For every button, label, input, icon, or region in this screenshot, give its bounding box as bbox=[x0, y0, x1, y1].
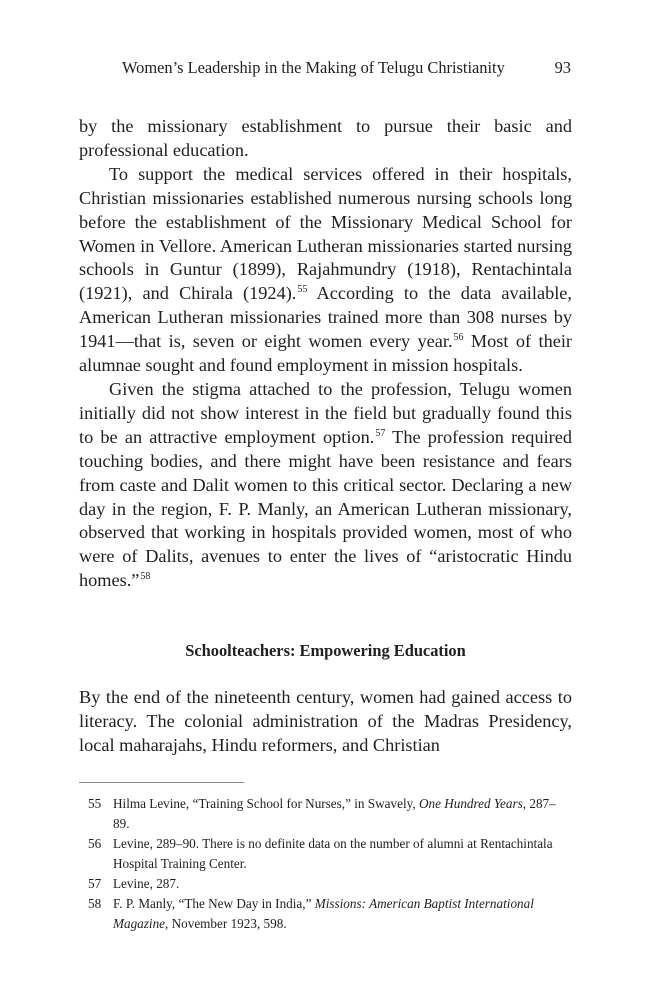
footnote-text-pre: F. P. Manly, “The New Day in India,” bbox=[113, 896, 315, 911]
paragraph-2-part-b: According to the data available, American Lutheran missionaries trained more than 308 nurses by 1941—that is, seven or eight women every year. bbox=[79, 283, 572, 352]
section-text bbox=[79, 686, 572, 758]
paragraph-1: by the missionary establishment to pursue their basic and professional education. bbox=[79, 116, 572, 160]
section-heading: Schoolteachers: Empowering Education bbox=[185, 641, 466, 660]
footnote-ref-57[interactable]: 57 bbox=[375, 427, 386, 439]
footnote-number: 55 bbox=[88, 796, 102, 811]
footnote-number: 58 bbox=[88, 896, 102, 911]
page-number: 93 bbox=[554, 58, 571, 77]
footnote-text-pre: Levine, 289–90. There is no definite data on the number of alumni at Rentachintala Hospital Training Center. bbox=[113, 836, 553, 871]
footnote-text bbox=[113, 794, 558, 834]
footnote-56 bbox=[88, 834, 558, 874]
footnote-57 bbox=[88, 874, 558, 894]
footnote-number: 57 bbox=[88, 876, 102, 891]
running-title: Women’s Leadership in the Making of Telugu Christianity bbox=[122, 58, 505, 77]
footnote-text-post: , November 1923, 598. bbox=[165, 916, 287, 931]
footnote-title: One Hundred Years bbox=[418, 796, 523, 811]
body-text bbox=[79, 115, 572, 593]
footnote-ref-55[interactable]: 55 bbox=[297, 284, 308, 296]
footnote-divider bbox=[79, 782, 244, 783]
footnote-55 bbox=[88, 794, 558, 834]
paragraph-2-part-c: Most of their alumnae sought and found employment in mission hospitals. bbox=[79, 331, 572, 376]
paragraph-3-part-a: Given the stigma attached to the profession, Telugu women initially did not show interest in the field but gradually found this to be an attractive employment option. bbox=[79, 378, 572, 447]
footnote-text bbox=[113, 834, 558, 874]
paragraph-3 bbox=[79, 378, 572, 593]
footnote-text-pre: Levine, 287. bbox=[113, 876, 180, 891]
paragraph-2-part-a: To support the medical services offered in their hospitals, Christian missionaries established numerous nursing schools long before the establishment of the Missionary Medical School for Women in Vellore. American Lutheran missionaries started nursing schools in Guntur (1899), Rajahmundry (1918), Rentachintala (1921), and Chirala (1924). bbox=[79, 163, 572, 304]
paragraph-3-part-b: The profession required touching bodies, and there might have been resistance and fears from caste and Dalit women to this critical sector. Declaring a new day in the region, F. P. Manly, an American Lutheran missionary, observed that working in hospitals provided women, most of who were of Dalits, avenues to enter the lives of “aristocratic Hindu homes.” bbox=[79, 426, 573, 591]
footnote-text bbox=[113, 874, 558, 894]
footnote-text bbox=[113, 894, 558, 934]
footnote-ref-56[interactable]: 56 bbox=[453, 332, 464, 344]
paragraph-2 bbox=[79, 163, 572, 378]
footnote-58 bbox=[88, 894, 558, 934]
footnote-ref-58[interactable]: 58 bbox=[140, 571, 151, 583]
footnote-title: Missions: American Baptist International Magazine bbox=[113, 896, 534, 931]
footnote-text-pre: Hilma Levine, “Training School for Nurses,” in Swavely, bbox=[113, 796, 419, 811]
running-header bbox=[122, 57, 571, 79]
footnote-text-post: , 287–89. bbox=[113, 796, 556, 831]
footnote-number: 56 bbox=[88, 836, 102, 851]
section-paragraph-1: By the end of the nineteenth century, women had gained access to literacy. The colonial administration of the Madras Presidency, local maharajahs, Hindu reformers, and Christian bbox=[79, 687, 572, 755]
footnotes bbox=[88, 794, 558, 934]
